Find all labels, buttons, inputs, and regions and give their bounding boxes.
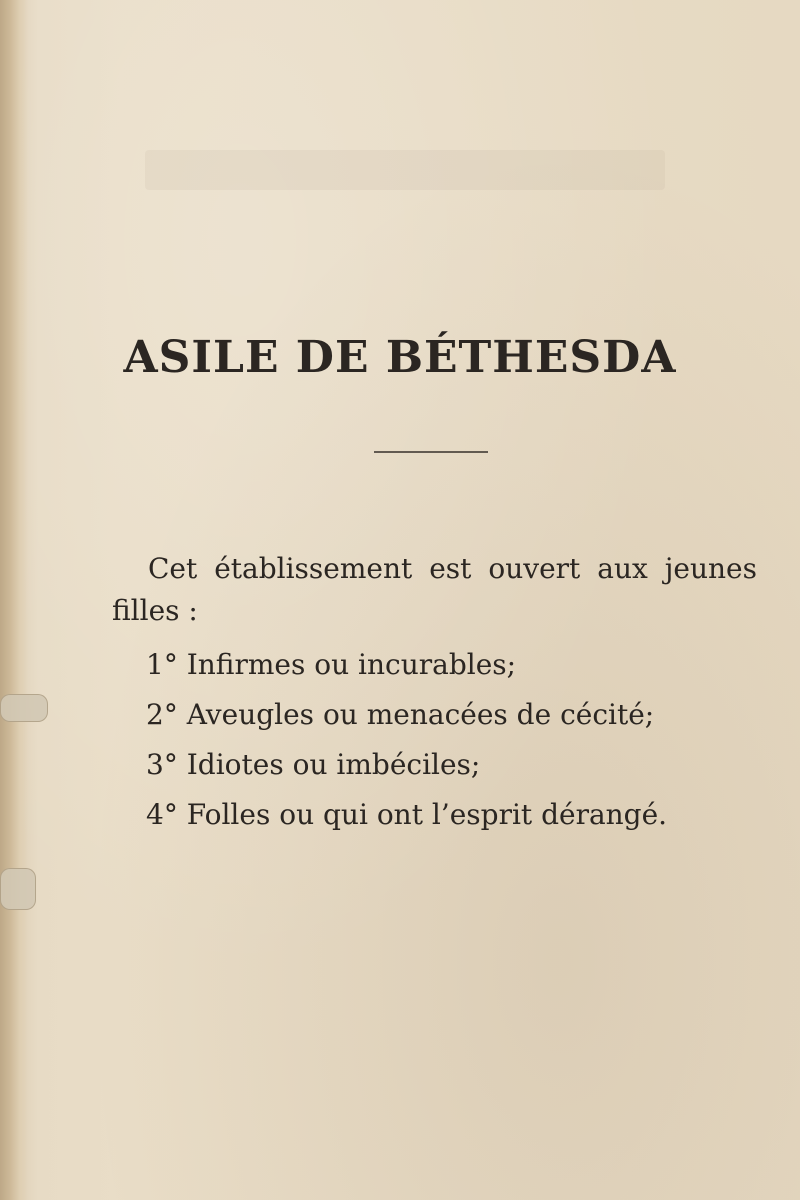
list-item: 4° Folles ou qui ont l’esprit dérangé.: [146, 798, 668, 831]
bleed-through-shadow: [145, 150, 665, 190]
intro-paragraph: [112, 548, 757, 632]
list-item: 3° Idiotes ou imbéciles;: [146, 748, 481, 781]
binding-thread: [0, 868, 36, 910]
page-title: ASILE DE BÉTHESDA: [123, 332, 677, 383]
list-item: 2° Aveugles ou menacées de cécité;: [146, 698, 655, 731]
list-item: 1° Infirmes ou incurables;: [146, 648, 517, 681]
title-divider: [374, 451, 488, 453]
page-binding: [0, 0, 28, 1200]
intro-line: filles :: [112, 594, 198, 627]
binding-thread: [0, 694, 48, 722]
intro-line: Cet établissement est ouvert aux jeunes: [148, 552, 757, 585]
criteria-list: [146, 640, 786, 840]
